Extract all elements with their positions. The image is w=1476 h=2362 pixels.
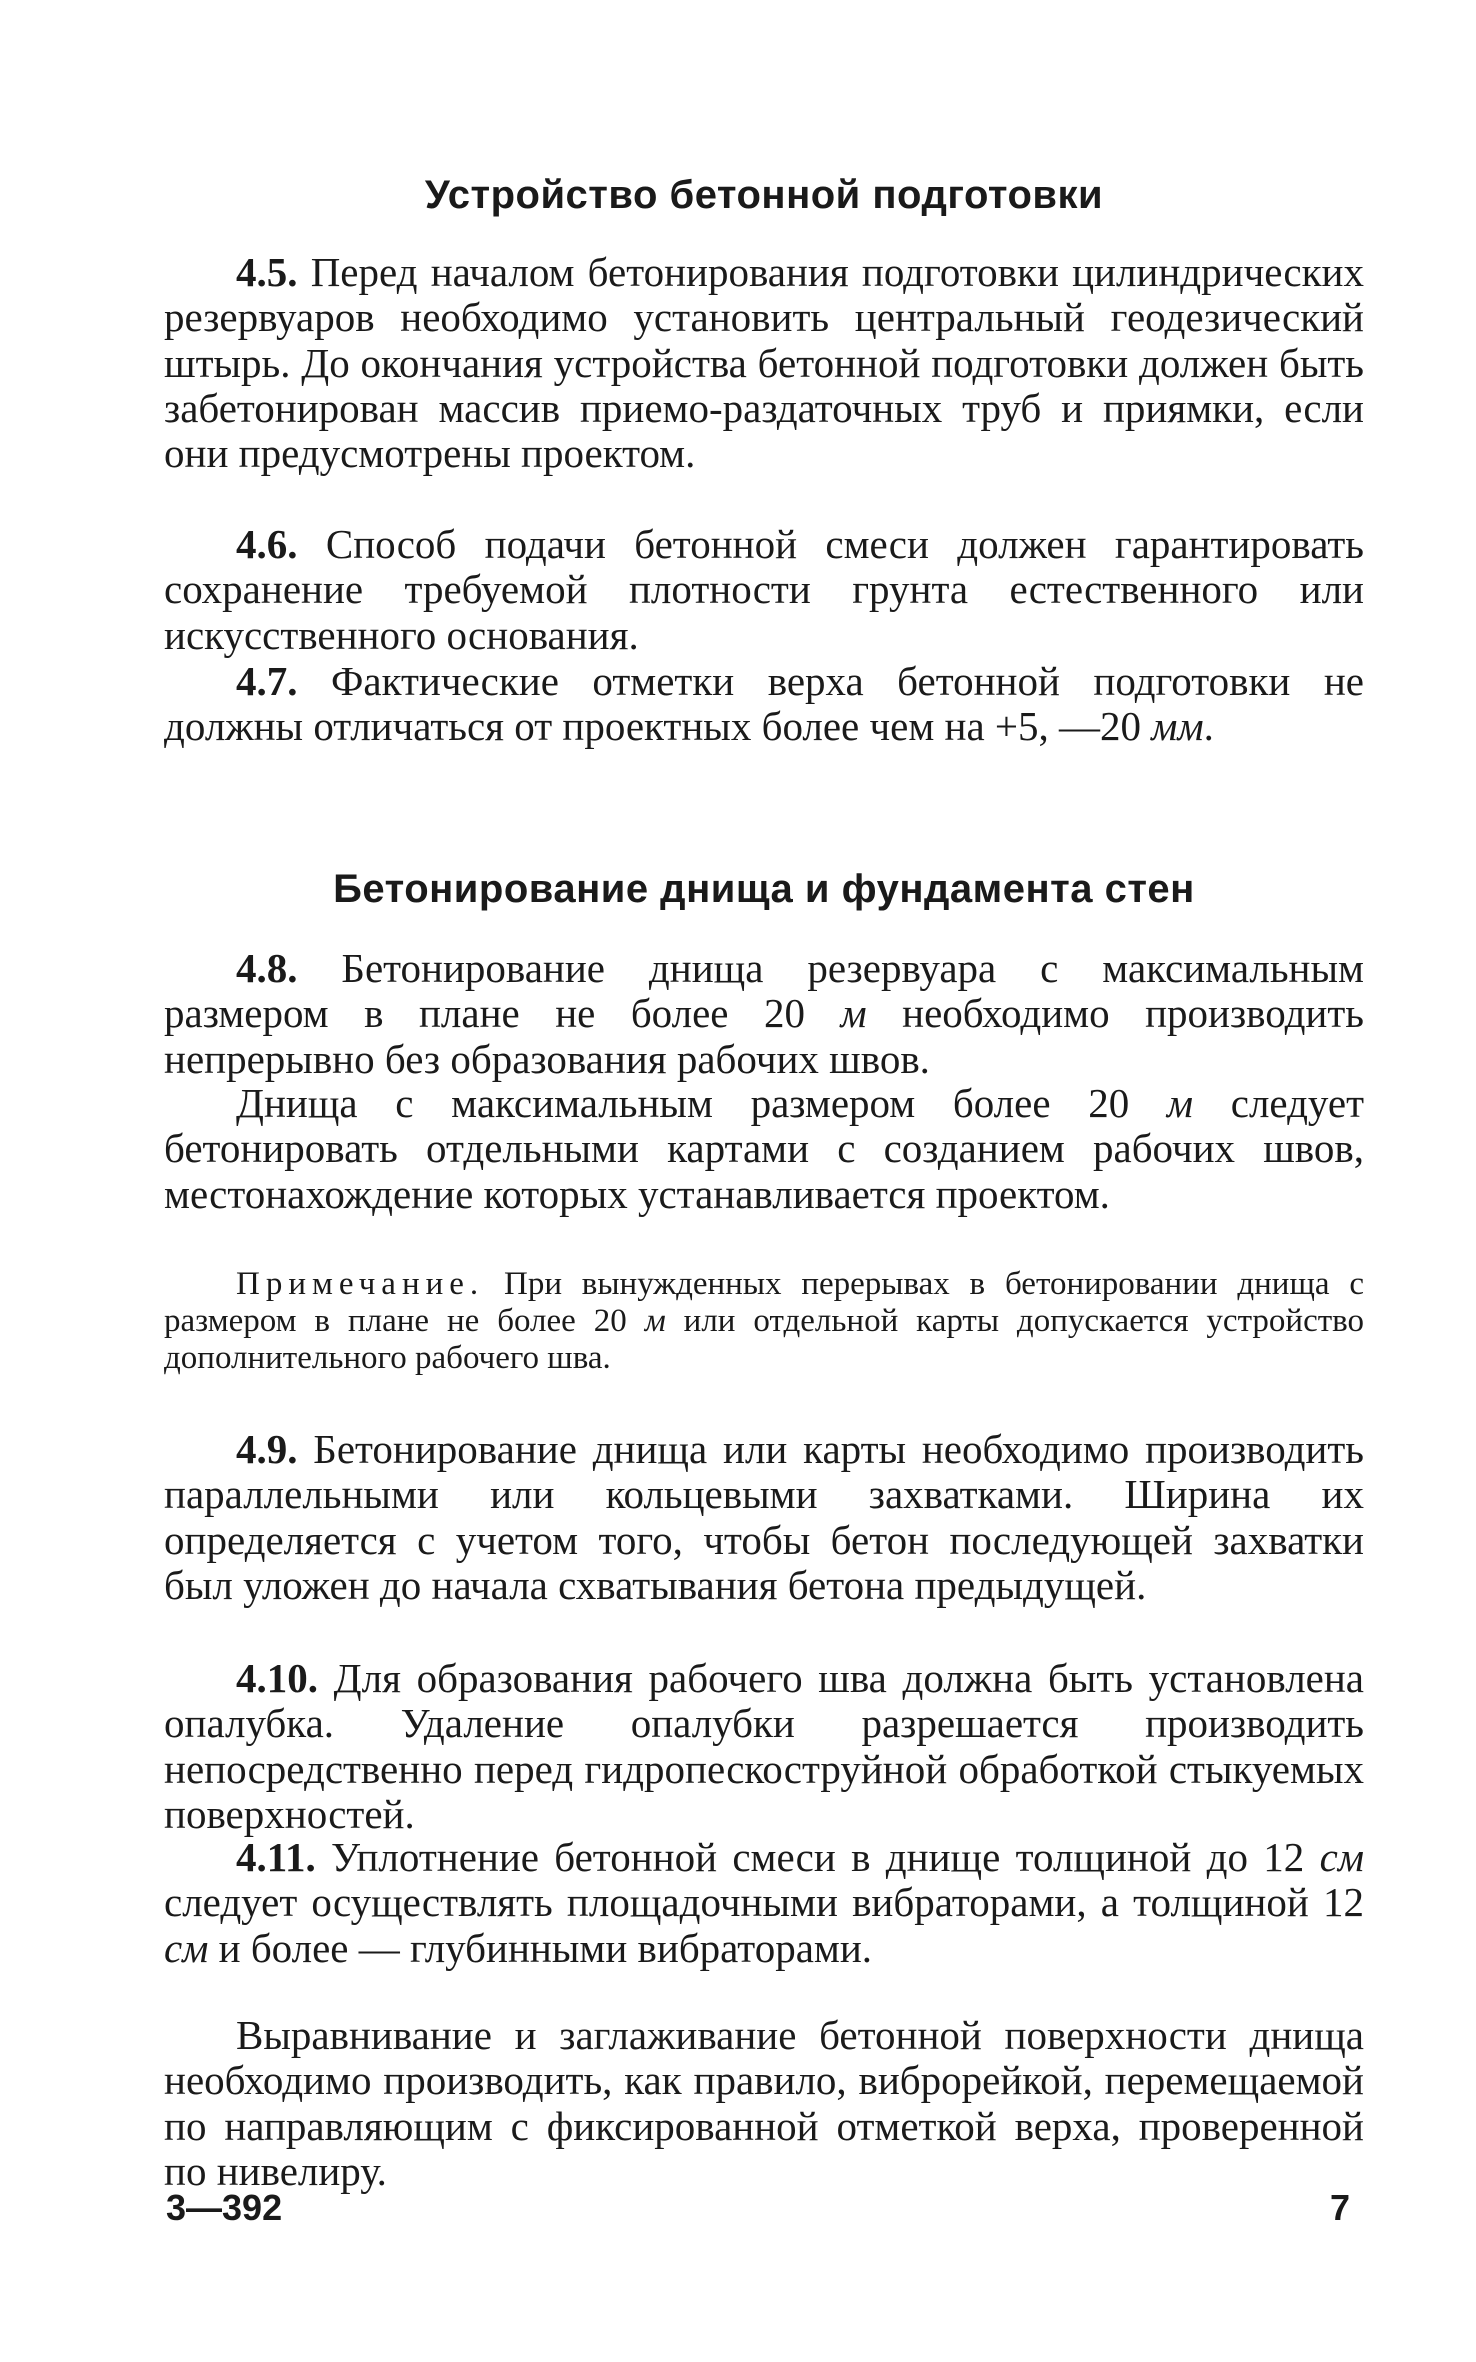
paragraph-number: 4.9. [236,1426,298,1472]
paragraph-4-8 [164,946,1364,1082]
printer-signature: 3—392 [166,2187,283,2228]
note-text: или отдельной карты допускается устройство дополнительного рабочего шва. [164,1303,1364,1376]
paragraph-4-7 [164,659,1364,750]
note-text: При вынужденных перерывах в бетонировании днища с размером в плане не более 20 [164,1266,1364,1339]
paragraph-text: необходимо производить непрерывно без образования рабочих швов. [164,990,1364,1082]
unit-label: см [1319,1834,1364,1880]
paragraph-text-end: . [1203,703,1214,750]
paragraph-4-5 [164,250,1364,476]
paragraph-text: Способ подачи бетонной смеси должен гарантировать сохранение требуемой плотности грунта естественного или искусственного основания. [164,521,1364,658]
section-heading-bottom-concreting: Бетонирование днища и фундамента стен [333,867,1195,911]
paragraph-4-10 [164,1656,1364,1837]
paragraph-text: Перед началом бетонирования подготовки цилиндрических резервуаров необходимо установить центральный геодезический штырь. До окончания устройства бетонной подготовки должен быть забетонирован массив приемо-раздаточных труб и приямки, если они предусмотрены проектом. [164,249,1364,477]
unit-label: м [644,1303,666,1339]
paragraph-text: Уплотнение бетонной смеси в днище толщиной до 12 [315,1834,1320,1880]
page-number: 7 [1330,2187,1351,2228]
paragraph-4-11 [164,1835,1364,1971]
note-paragraph [164,1266,1364,1377]
note-lead: Примечание. [236,1266,485,1302]
paragraph-text: Для образования рабочего шва должна быть установлена опалубка. Удаление опалубки разрешается производить непосредственно перед гидропескоструйной обработкой стыкуемых поверхностей. [164,1655,1364,1837]
paragraph-4-8-continued [164,1081,1364,1217]
paragraph-number: 4.11. [236,1834,316,1880]
paragraph-text: Фактические отметки верха бетонной подготовки не должны отличаться от проектных более чем на +5, —20 [164,658,1364,750]
paragraph-text: Днища с максимальным размером более 20 [236,1080,1167,1126]
paragraph-4-9 [164,1427,1364,1608]
paragraph-number: 4.8. [236,945,298,991]
paragraph-text: Бетонирование днища резервуара с максимальным размером в плане не более 20 [164,945,1364,1037]
section-heading-concrete-base: Устройство бетонной подготовки [424,173,1104,217]
unit-label: см [164,1924,209,1971]
paragraph-4-6 [164,522,1364,658]
unit-label: м [840,990,867,1037]
paragraph-number: 4.5. [236,249,298,295]
paragraph-4-11-continued [164,2013,1364,2194]
paragraph-text: следует осуществлять площадочными вибраторами, а толщиной 12 [164,1879,1364,1926]
paragraph-number: 4.7. [236,658,298,704]
paragraph-text: Бетонирование днища или карты необходимо производить параллельными или кольцевыми захватками. Ширина их определяется с учетом того, чтобы бетон последующей захватки был уложен до начала схватывания бетона предыдущей. [164,1426,1364,1608]
unit-label: м [1166,1080,1194,1126]
paragraph-number: 4.6. [236,521,298,567]
paragraph-text: и более — глубинными вибраторами. [208,1924,873,1971]
unit-label: мм [1151,703,1204,750]
paragraph-text: следует бетонировать отдельными картами с созданием рабочих швов, местонахождение которых устанавливается проектом. [164,1080,1365,1217]
paragraph-text: Выравнивание и заглаживание бетонной поверхности днища необходимо производить, как правило, виброрейкой, перемещаемой по направляющим с фиксированной отметкой верха, проверенной по нивелиру. [164,2012,1364,2194]
paragraph-number: 4.10. [236,1655,318,1701]
